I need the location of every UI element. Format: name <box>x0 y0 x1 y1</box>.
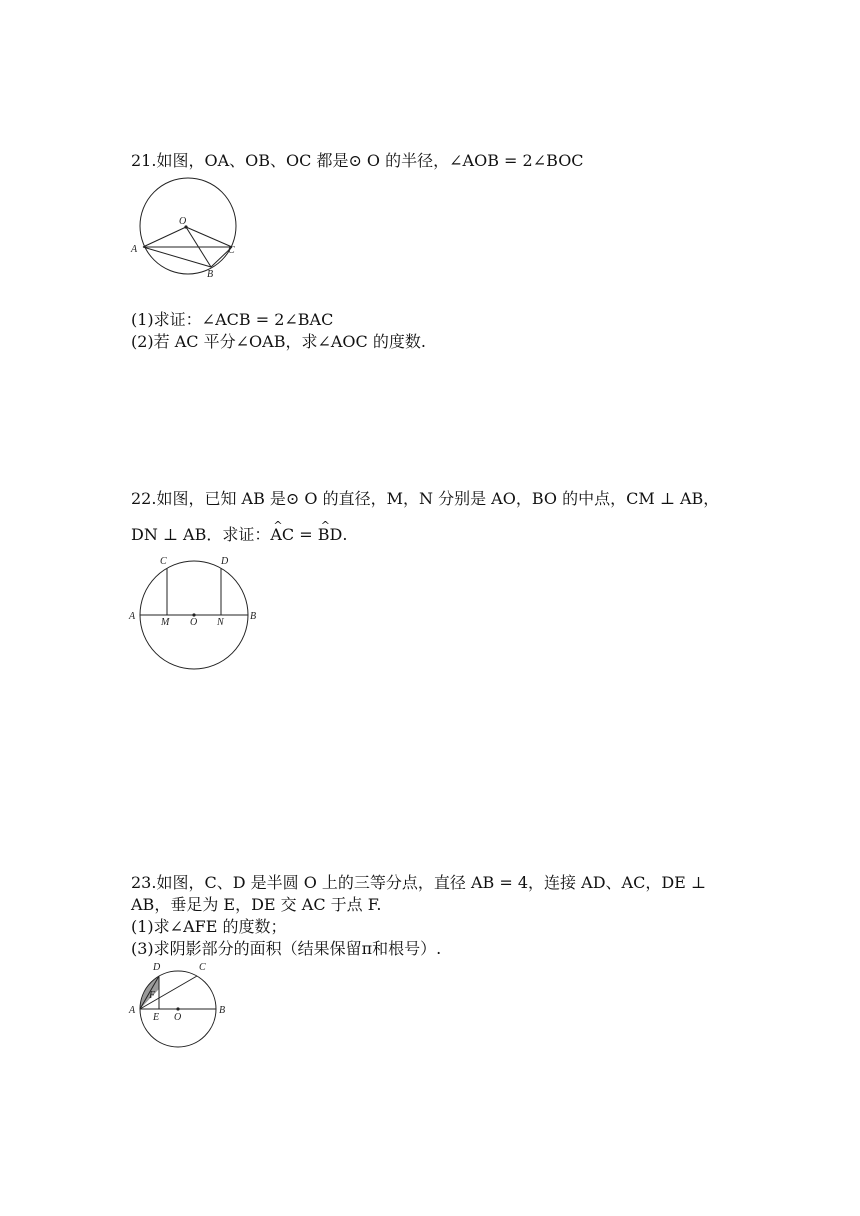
label-m-22: M <box>161 617 170 628</box>
arc-ac: ^ AC <box>270 524 294 546</box>
label-n-22: N <box>217 617 224 628</box>
problem-21-figure <box>128 176 248 282</box>
problem-22-line-2-text: DN ⊥ AB．求证： <box>131 525 271 544</box>
label-f-23: F <box>149 990 156 1001</box>
label-c-22: C <box>160 556 167 567</box>
problem-22-statement-line-2 <box>131 524 347 546</box>
problem-23-statement: 23.如图，C、D 是半圆 O 上的三等分点，直径 AB = 4，连接 AD、AC，DE ⊥ <box>131 873 706 892</box>
period: . <box>342 525 348 544</box>
label-c-23: C <box>199 962 206 973</box>
problem-23-part-1: (1)求∠AFE 的度数； <box>131 917 287 936</box>
label-a: A <box>131 244 138 255</box>
equals-sign: = <box>294 525 318 544</box>
label-o-23: O <box>174 1012 182 1023</box>
label-a-22: A <box>129 611 136 622</box>
label-o: O <box>179 216 187 227</box>
problem-23-part-3: (3)求阴影部分的面积（结果保留π和根号）. <box>131 939 442 958</box>
circle-o <box>140 178 236 274</box>
label-d-23: D <box>153 962 161 973</box>
label-o-22: O <box>190 617 198 628</box>
label-b-22: B <box>250 611 257 622</box>
label-a-23: A <box>129 1005 136 1016</box>
problem-23-figure <box>126 958 236 1050</box>
problem-21-part-1: (1)求证：∠ACB = 2∠BAC <box>131 310 334 329</box>
arc-bd: ^ BD <box>318 524 343 546</box>
label-b-23: B <box>219 1005 226 1016</box>
label-d-22: D <box>221 556 229 567</box>
problem-21-statement: 21.如图，OA、OB、OC 都是⊙ O 的半径，∠AOB = 2∠BOC <box>131 151 584 170</box>
label-e-23: E <box>153 1012 160 1023</box>
problem-21-part-2: (2)若 AC 平分∠OAB，求∠AOC 的度数. <box>131 332 426 351</box>
label-b: B <box>207 269 214 280</box>
problem-22-figure <box>126 552 266 670</box>
label-c: C <box>228 245 235 256</box>
problem-23-statement-line-2: AB，垂足为 E，DE 交 AC 于点 F. <box>131 895 382 914</box>
problem-22-statement: 22.如图，已知 AB 是⊙ O 的直径，M，N 分别是 AO，BO 的中点，CM ⊥ AB， <box>131 489 720 508</box>
